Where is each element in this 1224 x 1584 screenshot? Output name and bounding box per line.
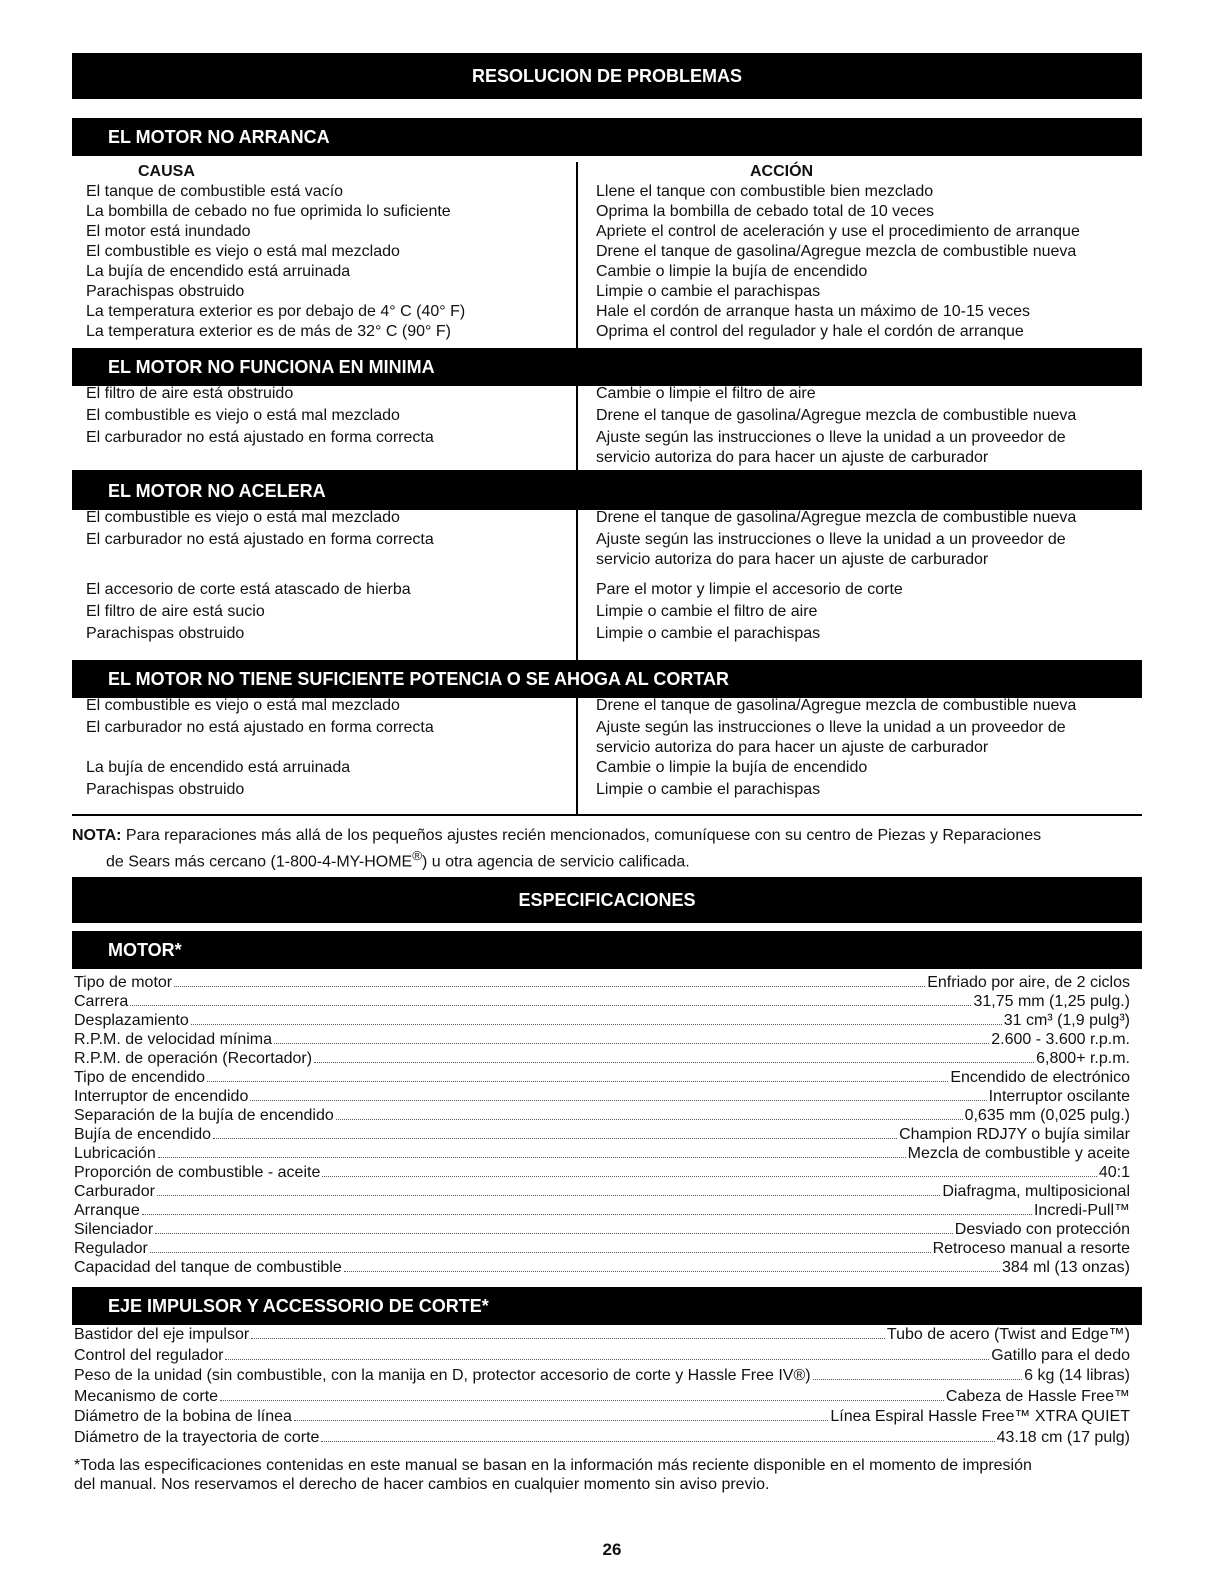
action-line: servicio autoriza do para hacer un ajuste de carburador xyxy=(596,551,989,568)
service-note xyxy=(72,826,1142,872)
table-row xyxy=(72,428,1142,468)
cause-text: El filtro de aire está sucio xyxy=(86,603,265,620)
table-row xyxy=(72,202,1142,222)
spec-label: Peso de la unidad (sin combustible, con la manija en D, protector accesorio de corte y Hassle Free IV®) xyxy=(74,1367,811,1384)
spec-value: Interruptor oscilante xyxy=(988,1088,1130,1105)
spec-label: Arranque xyxy=(74,1202,140,1219)
action-line: servicio autoriza do para hacer un ajuste de carburador xyxy=(596,739,989,756)
action-line: Ajuste según las instrucciones o lleve la unidad a un proveedor de xyxy=(596,719,1066,736)
spec-value: Mezcla de combustible y aceite xyxy=(907,1145,1130,1162)
table-row xyxy=(72,182,1142,202)
spec-value: Enfriado por aire, de 2 ciclos xyxy=(927,974,1130,991)
dot-leader xyxy=(213,1137,897,1139)
dot-leader xyxy=(274,1042,989,1044)
spec-label: Regulador xyxy=(74,1240,148,1257)
table-row xyxy=(72,262,1142,282)
cause-header: CAUSA xyxy=(138,163,195,180)
spec-label: Diámetro de la trayectoria de corte xyxy=(74,1428,320,1446)
drive-spec-list xyxy=(74,1325,1130,1448)
table-row xyxy=(72,624,1142,646)
spec-row xyxy=(74,1182,1130,1201)
table-row xyxy=(72,758,1142,780)
dot-leader xyxy=(813,1378,1023,1380)
table-row xyxy=(72,602,1142,624)
cause-text: El accesorio de corte está atascado de hierba xyxy=(86,581,411,598)
spec-value: Encendido de electrónico xyxy=(950,1069,1130,1086)
table-row xyxy=(72,242,1142,262)
dot-leader xyxy=(207,1080,948,1082)
dot-leader xyxy=(344,1270,1000,1272)
spec-label: Capacidad del tanque de combustible xyxy=(74,1259,342,1276)
troubleshooting-title: RESOLUCION DE PROBLEMAS xyxy=(72,53,1142,99)
table-row xyxy=(72,508,1142,530)
cause-text: El combustible es viejo o está mal mezclado xyxy=(86,243,400,260)
cause-text: La bombilla de cebado no fue oprimida lo suficiente xyxy=(86,203,451,220)
spec-label: Separación de la bujía de encendido xyxy=(74,1107,334,1124)
section-no-idle xyxy=(72,384,1142,472)
spec-row xyxy=(74,1106,1130,1125)
table-header xyxy=(72,162,1142,182)
table-row xyxy=(72,302,1142,322)
spec-value: 6,800+ r.p.m. xyxy=(1036,1050,1130,1067)
spec-row xyxy=(74,1220,1130,1239)
spec-row xyxy=(74,1011,1130,1030)
dot-leader xyxy=(158,1156,906,1158)
cause-text: El carburador no está ajustado en forma correcta xyxy=(86,531,434,548)
dot-leader xyxy=(157,1194,940,1196)
spec-label: Interruptor de encendido xyxy=(74,1088,249,1105)
spec-value: 6 kg (14 libras) xyxy=(1024,1367,1130,1384)
table-row xyxy=(72,384,1142,406)
spec-label: Carrera xyxy=(74,993,129,1010)
action-line: Ajuste según las instrucciones o lleve la unidad a un proveedor de xyxy=(596,531,1066,548)
spec-value: Gatillo para el dedo xyxy=(991,1346,1130,1364)
spec-label: Bujía de encendido xyxy=(74,1126,211,1143)
dot-leader xyxy=(321,1440,994,1442)
note-text: de Sears más cercano (1-800-4-MY-HOME xyxy=(106,853,413,871)
drive-section-title: EJE IMPULSOR Y ACCESSORIO DE CORTE* xyxy=(72,1287,1142,1325)
spec-row xyxy=(74,992,1130,1011)
spec-row xyxy=(74,1258,1130,1277)
dot-leader xyxy=(142,1213,1032,1215)
spec-value: 384 ml (13 onzas) xyxy=(1001,1259,1130,1276)
action-text: Limpie o cambie el parachispas xyxy=(596,625,821,642)
spec-value: 43.18 cm (17 pulg) xyxy=(996,1428,1130,1446)
spec-value: Línea Espiral Hassle Free™ XTRA QUIET xyxy=(830,1408,1130,1425)
spec-label: Bastidor del eje impulsor xyxy=(74,1326,250,1343)
action-text: Cambie o limpie el filtro de aire xyxy=(596,385,816,402)
section-title-no-start: EL MOTOR NO ARRANCA xyxy=(72,118,1142,156)
spec-value: 31,75 mm (1,25 pulg.) xyxy=(973,993,1130,1010)
dot-leader xyxy=(220,1399,944,1401)
specifications-title: ESPECIFICACIONES xyxy=(72,877,1142,923)
dot-leader xyxy=(150,1251,931,1253)
table-row xyxy=(72,406,1142,428)
spec-value: 40:1 xyxy=(1098,1164,1130,1181)
spec-row xyxy=(74,1407,1130,1428)
spec-label: R.P.M. de operación (Recortador) xyxy=(74,1050,313,1067)
table-row xyxy=(72,580,1142,602)
cause-text: El combustible es viejo o está mal mezclado xyxy=(86,407,400,424)
dot-leader xyxy=(322,1175,1097,1177)
spec-label: Carburador xyxy=(74,1183,155,1200)
spec-label: Control del regulador xyxy=(74,1346,224,1364)
dot-leader xyxy=(251,1337,885,1339)
cause-text: El motor está inundado xyxy=(86,223,251,240)
cause-text: El carburador no está ajustado en forma correcta xyxy=(86,719,434,736)
spec-row xyxy=(74,1144,1130,1163)
spec-row xyxy=(74,1125,1130,1144)
note-line xyxy=(72,846,1142,872)
spec-value: 2.600 - 3.600 r.p.m. xyxy=(991,1031,1130,1048)
registered-mark: ® xyxy=(412,848,423,863)
cause-text: El tanque de combustible está vacío xyxy=(86,183,344,200)
motor-section-title: MOTOR* xyxy=(72,931,1142,969)
cause-text: La temperatura exterior es por debajo de 4° C (40° F) xyxy=(86,303,466,320)
note-text: ) u otra agencia de servicio calificada. xyxy=(422,853,690,871)
action-text xyxy=(576,530,1142,580)
cause-text: La temperatura exterior es de más de 32° C (90° F) xyxy=(86,323,451,340)
action-line: Ajuste según las instrucciones o lleve la unidad a un proveedor de xyxy=(596,429,1066,446)
spec-footnote xyxy=(74,1456,1144,1494)
section-bottom-rule xyxy=(72,814,1142,816)
spec-label: Desplazamiento xyxy=(74,1012,189,1029)
section-title-no-accelerate: EL MOTOR NO ACELERA xyxy=(72,472,1142,510)
spec-value: Cabeza de Hassle Free™ xyxy=(945,1387,1130,1405)
cause-text: Parachispas obstruido xyxy=(86,283,245,300)
section-low-power xyxy=(72,696,1142,816)
cause-text: Parachispas obstruido xyxy=(86,781,245,798)
action-text: Drene el tanque de gasolina/Agregue mezcla de combustible nueva xyxy=(596,243,1077,260)
spec-value: Desviado con protección xyxy=(954,1221,1130,1238)
action-text: Oprima la bombilla de cebado total de 10 veces xyxy=(596,203,934,220)
spec-row xyxy=(74,1346,1130,1367)
page-number: 26 xyxy=(602,1540,622,1559)
spec-row xyxy=(74,1387,1130,1408)
spec-row xyxy=(74,1201,1130,1220)
note-label: NOTA: xyxy=(72,827,122,844)
spec-value: Champion RDJ7Y o bujía similar xyxy=(899,1126,1130,1143)
spec-row xyxy=(74,1239,1130,1258)
motor-spec-list xyxy=(74,973,1130,1277)
dot-leader xyxy=(191,1023,1002,1025)
spec-row xyxy=(74,1087,1130,1106)
spec-label: Silenciador xyxy=(74,1221,154,1238)
spec-label: Mecanismo de corte xyxy=(74,1387,219,1405)
action-header: ACCIÓN xyxy=(750,163,814,180)
section-no-accelerate xyxy=(72,508,1142,660)
action-text: Drene el tanque de gasolina/Agregue mezcla de combustible nueva xyxy=(596,509,1077,526)
spec-label: Lubricación xyxy=(74,1145,156,1162)
dot-leader xyxy=(294,1419,828,1421)
spec-value: 31 cm³ (1,9 pulg³) xyxy=(1003,1012,1130,1029)
section-title-low-power: EL MOTOR NO TIENE SUFICIENTE POTENCIA O SE AHOGA AL CORTAR xyxy=(72,660,1142,698)
cause-text: El filtro de aire está obstruido xyxy=(86,385,294,402)
dot-leader xyxy=(155,1232,953,1234)
table-row xyxy=(72,780,1142,802)
spec-label: R.P.M. de velocidad mínima xyxy=(74,1031,273,1048)
spec-row xyxy=(74,1163,1130,1182)
spec-row xyxy=(74,1030,1130,1049)
table-row xyxy=(72,696,1142,718)
action-text: Oprima el control del regulador y hale el cordón de arranque xyxy=(596,323,1024,340)
table-row xyxy=(72,322,1142,342)
dot-leader xyxy=(174,985,925,987)
spec-row xyxy=(74,1366,1130,1387)
table-row xyxy=(72,530,1142,580)
action-text: Cambie o limpie la bujía de encendido xyxy=(596,263,868,280)
note-line xyxy=(72,826,1142,846)
spec-row xyxy=(74,1428,1130,1449)
action-text: Hale el cordón de arranque hasta un máximo de 10-15 veces xyxy=(596,303,1031,320)
spec-value: Tubo de acero (Twist and Edge™) xyxy=(886,1326,1130,1343)
spec-row xyxy=(74,973,1130,992)
spec-row xyxy=(74,1049,1130,1068)
cause-text: Parachispas obstruido xyxy=(86,625,245,642)
spec-label: Tipo de motor xyxy=(74,974,173,991)
action-text: Limpie o cambie el filtro de aire xyxy=(596,603,818,620)
footnote-line: *Toda las especificaciones contenidas en este manual se basan en la información más reciente disponible en el momento de impresión xyxy=(74,1457,1032,1474)
spec-value: 0,635 mm (0,025 pulg.) xyxy=(964,1107,1130,1124)
spec-row xyxy=(74,1325,1130,1346)
action-text xyxy=(576,428,1142,468)
spec-value: Incredi-Pull™ xyxy=(1033,1202,1130,1219)
spec-row xyxy=(74,1068,1130,1087)
section-title-no-idle: EL MOTOR NO FUNCIONA EN MINIMA xyxy=(72,348,1142,386)
cause-text: El carburador no está ajustado en forma correcta xyxy=(86,429,434,446)
action-text: Apriete el control de aceleración y use el procedimiento de arranque xyxy=(596,223,1080,240)
action-text: Cambie o limpie la bujía de encendido xyxy=(596,759,868,776)
table-row xyxy=(72,718,1142,758)
action-text: Limpie o cambie el parachispas xyxy=(596,283,821,300)
action-text: Llene el tanque con combustible bien mezclado xyxy=(596,183,934,200)
dot-leader xyxy=(314,1061,1034,1063)
cause-text: La bujía de encendido está arruinada xyxy=(86,759,351,776)
spec-label: Diámetro de la bobina de línea xyxy=(74,1408,292,1425)
action-line: servicio autoriza do para hacer un ajuste de carburador xyxy=(596,449,989,466)
cause-text: La bujía de encendido está arruinada xyxy=(86,263,351,280)
footnote-line: del manual. Nos reservamos el derecho de hacer cambios en cualquier momento sin aviso previo. xyxy=(74,1476,770,1493)
section-no-start xyxy=(72,162,1142,348)
action-text xyxy=(576,718,1142,758)
dot-leader xyxy=(336,1118,963,1120)
spec-label: Tipo de encendido xyxy=(74,1069,206,1086)
note-text: Para reparaciones más allá de los pequeños ajustes recién mencionados, comuníquese con su centro de Piezas y Reparaciones xyxy=(125,827,1042,844)
action-text: Pare el motor y limpie el accesorio de corte xyxy=(596,581,903,598)
spec-value: Retroceso manual a resorte xyxy=(932,1240,1130,1257)
table-row xyxy=(72,222,1142,242)
action-text: Drene el tanque de gasolina/Agregue mezcla de combustible nueva xyxy=(596,697,1077,714)
cause-text: El combustible es viejo o está mal mezclado xyxy=(86,509,400,526)
spec-value: Diafragma, multiposicional xyxy=(942,1183,1130,1200)
spec-label: Proporción de combustible - aceite xyxy=(74,1164,321,1181)
action-text: Drene el tanque de gasolina/Agregue mezcla de combustible nueva xyxy=(596,407,1077,424)
action-text: Limpie o cambie el parachispas xyxy=(596,781,821,798)
dot-leader xyxy=(225,1358,989,1360)
cause-text: El combustible es viejo o está mal mezclado xyxy=(86,697,400,714)
dot-leader xyxy=(130,1004,971,1006)
table-row xyxy=(72,282,1142,302)
dot-leader xyxy=(250,1099,986,1101)
